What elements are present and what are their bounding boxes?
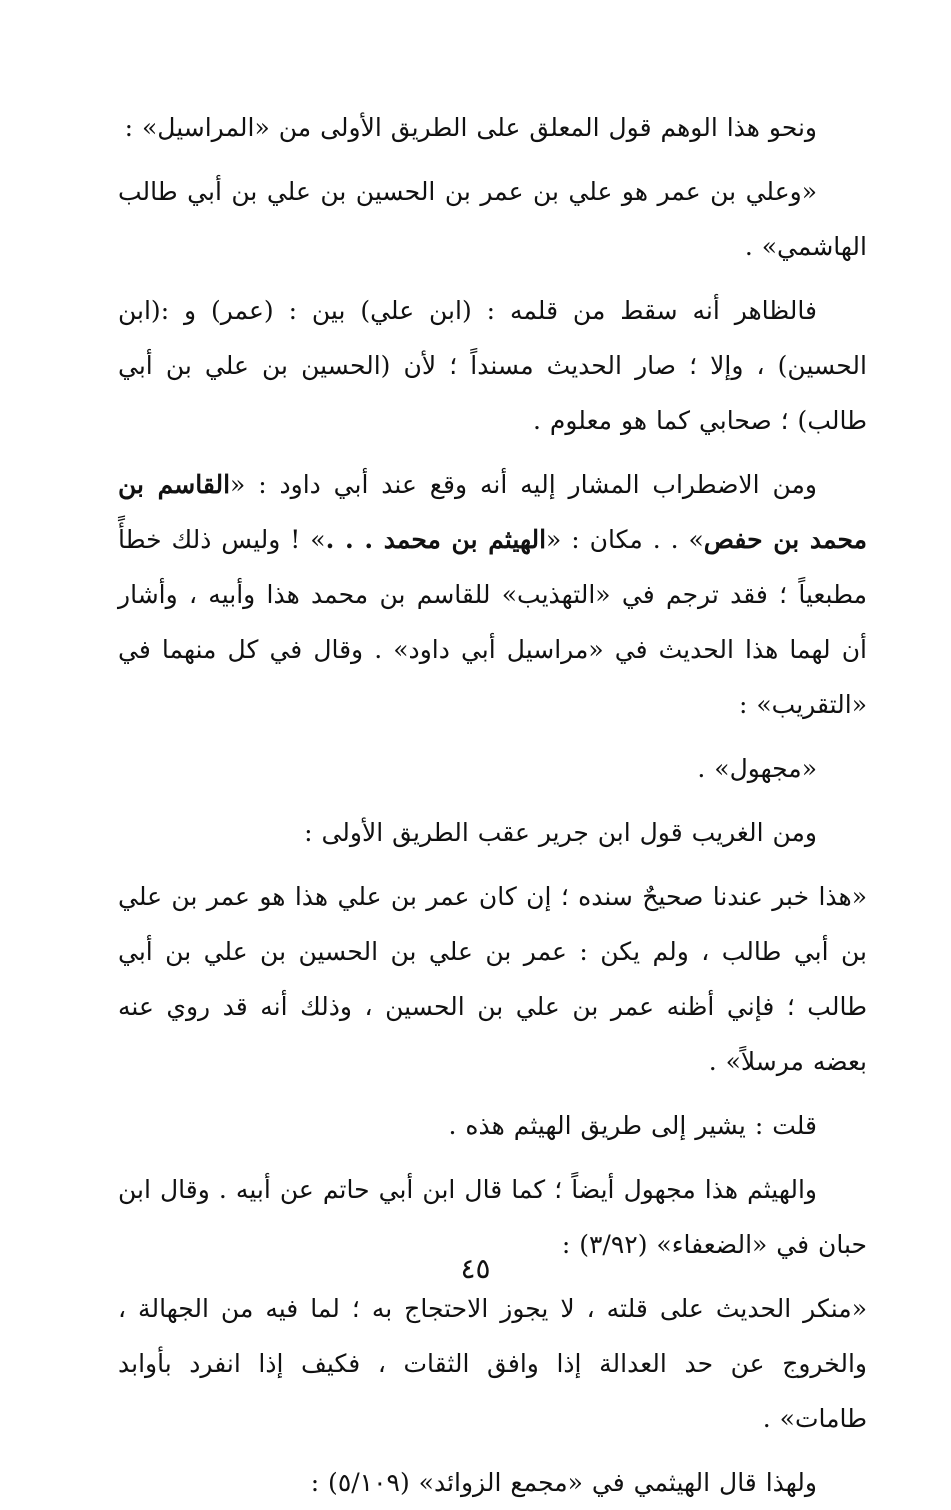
paragraph-2-quote: «وعلي بن عمر هو علي بن عمر بن الحسين بن علي بن أبي طالب الهاشمي» . [118, 177, 867, 261]
paragraph-3: فالظاهر أنه سقط من قلمه : (ابن علي) بين : (عمر) و :(ابن الحسين) ، وإلا ؛ صار الحديث مسنداً ؛ لأن (الحسين بن علي بن أبي طالب) ؛ صحابي كما هو معلوم . [118, 296, 867, 435]
text-body [118, 100, 867, 1510]
paragraph-4-bold-name-1: القاسم بن محمد بن حفص [118, 470, 867, 554]
paragraph-8: قلت : يشير إلى طريق الهيثم هذه . [448, 1111, 817, 1140]
page-number: ٤٥ [460, 1252, 491, 1285]
paragraph-7-quote: «هذا خبر عندنا صحيحٌ سنده ؛ إن كان عمر بن علي هذا هو عمر بن علي بن أبي طالب ، ولم يكن : عمر بن علي بن الحسين بن علي بن أبي طالب ؛ فإني أظنه عمر بن علي بن الحسين ، وذلك أنه قد روي عنه بعضه مرسلاً» . [118, 882, 867, 1076]
paragraph-10-quote: «منكر الحديث على قلته ، لا يجوز الاحتجاج به ؛ لما فيه من الجهالة ، والخروج عن حد العدالة إذا وافق الثقات ، فكيف إذا انفرد بأوابد طامات» . [118, 1294, 867, 1433]
paragraph-4-part-3: » ! وليس ذلك خطأً مطبعياً ؛ فقد ترجم في «التهذيب» للقاسم بن محمد هذا وأبيه ، وأشار أن لهما هذا الحديث في «مراسيل أبي داود» . وقال في كل منهما في «التقريب» : [118, 525, 867, 719]
paragraph-4-bold-name-2: الهيثم بن محمد . . . [325, 525, 547, 554]
paragraph-4-part-2: » . . مكان : « [546, 525, 704, 554]
paragraph-1: ونحو هذا الوهم قول المعلق على الطريق الأولى من «المراسيل» : [124, 113, 817, 142]
paragraph-6: ومن الغريب قول ابن جرير عقب الطريق الأولى : [304, 818, 817, 847]
paragraph-5-quote: «مجهول» . [697, 754, 817, 783]
paragraph-9: والهيثم هذا مجهول أيضاً ؛ كما قال ابن أبي حاتم عن أبيه . وقال ابن حبان في «الضعفاء» (٣/٩٢) : [118, 1175, 867, 1259]
paragraph-4-part-1: ومن الاضطراب المشار إليه أنه وقع عند أبي داود : « [230, 470, 817, 499]
paragraph-4 [118, 457, 867, 732]
paragraph-11: ولهذا قال الهيثمي في «مجمع الزوائد» (٥/١٠٩) : [310, 1468, 817, 1497]
